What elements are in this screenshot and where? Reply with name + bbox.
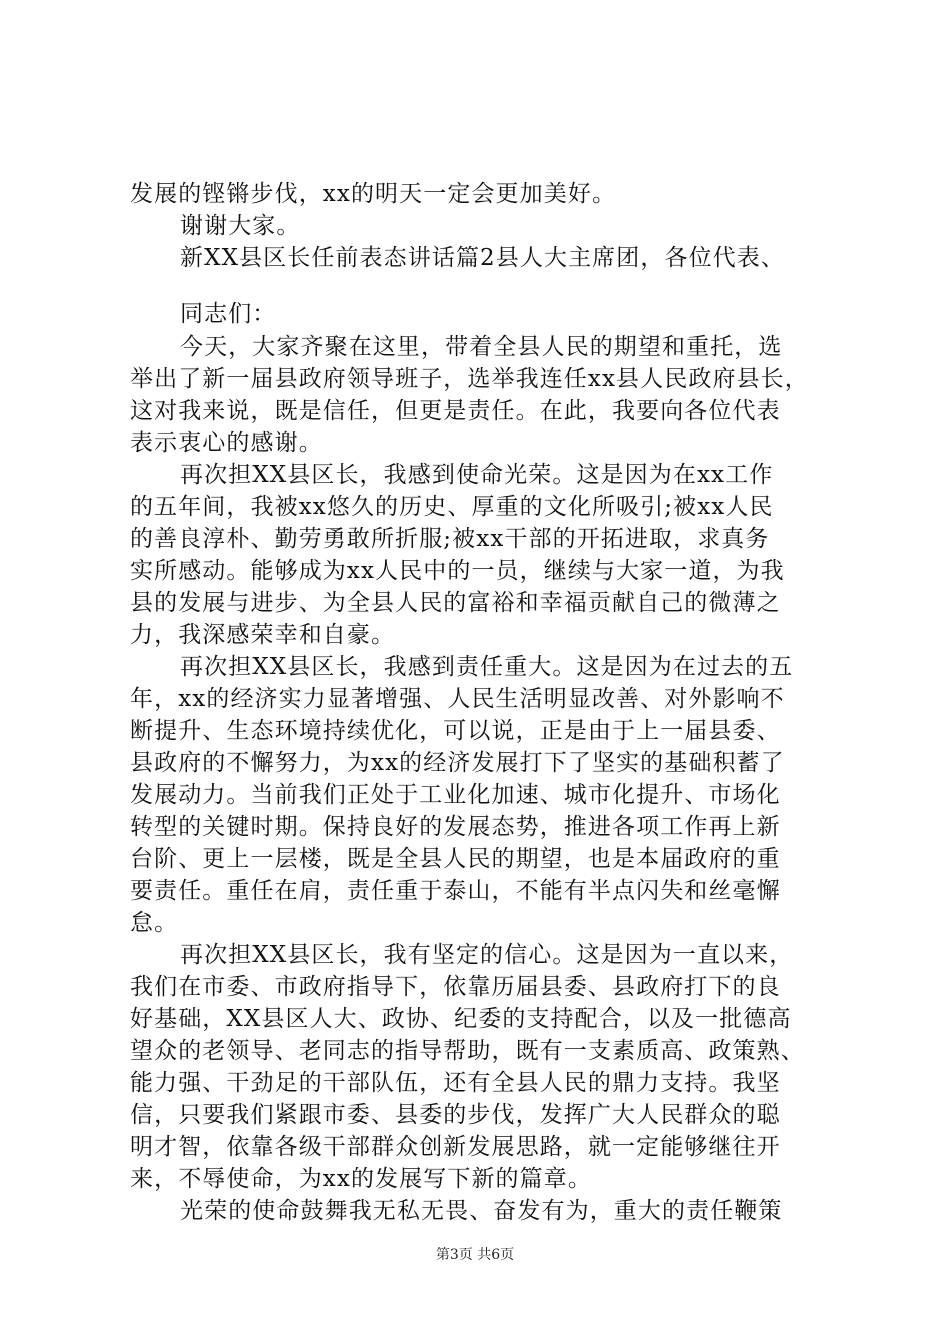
text-line: 望众的老领导、老同志的指导帮助，既有一支素质高、政策熟、 [130, 1038, 805, 1064]
text-line: 谢谢大家。 [180, 213, 301, 239]
text-line: 信，只要我们紧跟市委、县委的步伐，发挥广大人民群众的聪 [130, 1102, 781, 1128]
text-line: 再次担XX县区长，我感到责任重大。这是因为在过去的五 [180, 654, 794, 680]
text-line: 要责任。重任在肩，责任重于泰山，不能有半点闪失和丝毫懈 [130, 878, 781, 904]
text-line: 发展的铿锵步伐，xx的明天一定会更加美好。 [130, 181, 617, 207]
text-line: 新XX县区长任前表态讲话篇2县人大主席团，各位代表、 [180, 245, 785, 271]
text-line: 能力强、干劲足的干部队伍，还有全县人民的鼎力支持。我坚 [130, 1070, 781, 1096]
text-line: 县政府的不懈努力，为xx的经济发展打下了坚实的基础积蓄了 [130, 750, 785, 776]
text-line: 好基础，XX县区人大、政协、纪委的支持配合，以及一批德高 [130, 1006, 792, 1032]
text-line: 举出了新一届县政府领导班子，选举我连任xx县人民政府县长， [130, 366, 809, 392]
text-line: 断提升、生态环境持续优化，可以说，正是由于上一届县委、 [130, 718, 781, 744]
text-line: 光荣的使命鼓舞我无私无畏、奋发有为，重大的责任鞭策 [180, 1198, 783, 1224]
text-line: 今天，大家齐聚在这里，带着全县人民的期望和重托，选 [180, 334, 783, 360]
text-line: 县的发展与进步、为全县人民的富裕和幸福贡献自己的微薄之 [130, 590, 781, 616]
text-line: 台阶、更上一层楼，既是全县人民的期望，也是本届政府的重 [130, 846, 781, 872]
text-line: 来，不辱使命，为xx的发展写下新的篇章。 [130, 1166, 592, 1192]
text-line: 的善良淳朴、勤劳勇敢所折服;被xx干部的开拓进取，求真务 [130, 526, 770, 552]
text-line: 力，我深感荣幸和自豪。 [130, 622, 396, 648]
text-line: 我们在市委、市政府指导下，依靠历届县委、县政府打下的良 [130, 974, 781, 1000]
page-number-footer: 第3页 共6页 [435, 1247, 515, 1263]
text-line: 发展动力。当前我们正处于工业化加速、城市化提升、市场化 [130, 782, 781, 808]
text-line: 年，xx的经济实力显著增强、人民生活明显改善、对外影响不 [130, 686, 785, 712]
text-line: 表示衷心的感谢。 [130, 430, 323, 456]
text-line: 再次担XX县区长，我有坚定的信心。这是因为一直以来， [180, 942, 794, 968]
text-line: 这对我来说，既是信任，但更是责任。在此，我要向各位代表 [130, 398, 781, 424]
text-line: 再次担XX县区长，我感到使命光荣。这是因为在xx工作 [180, 462, 774, 488]
text-line: 转型的关键时期。保持良好的发展态势，推进各项工作再上新 [130, 814, 781, 840]
text-line: 明才智，依靠各级干部群众创新发展思路，就一定能够继往开 [130, 1134, 781, 1160]
text-line: 同志们： [180, 301, 277, 327]
text-line: 的五年间，我被xx悠久的历史、厚重的文化所吸引;被xx人民 [130, 494, 774, 520]
text-line: 实所感动。能够成为xx人民中的一员，继续与大家一道，为我 [130, 558, 785, 584]
text-line: 怠。 [130, 910, 179, 936]
